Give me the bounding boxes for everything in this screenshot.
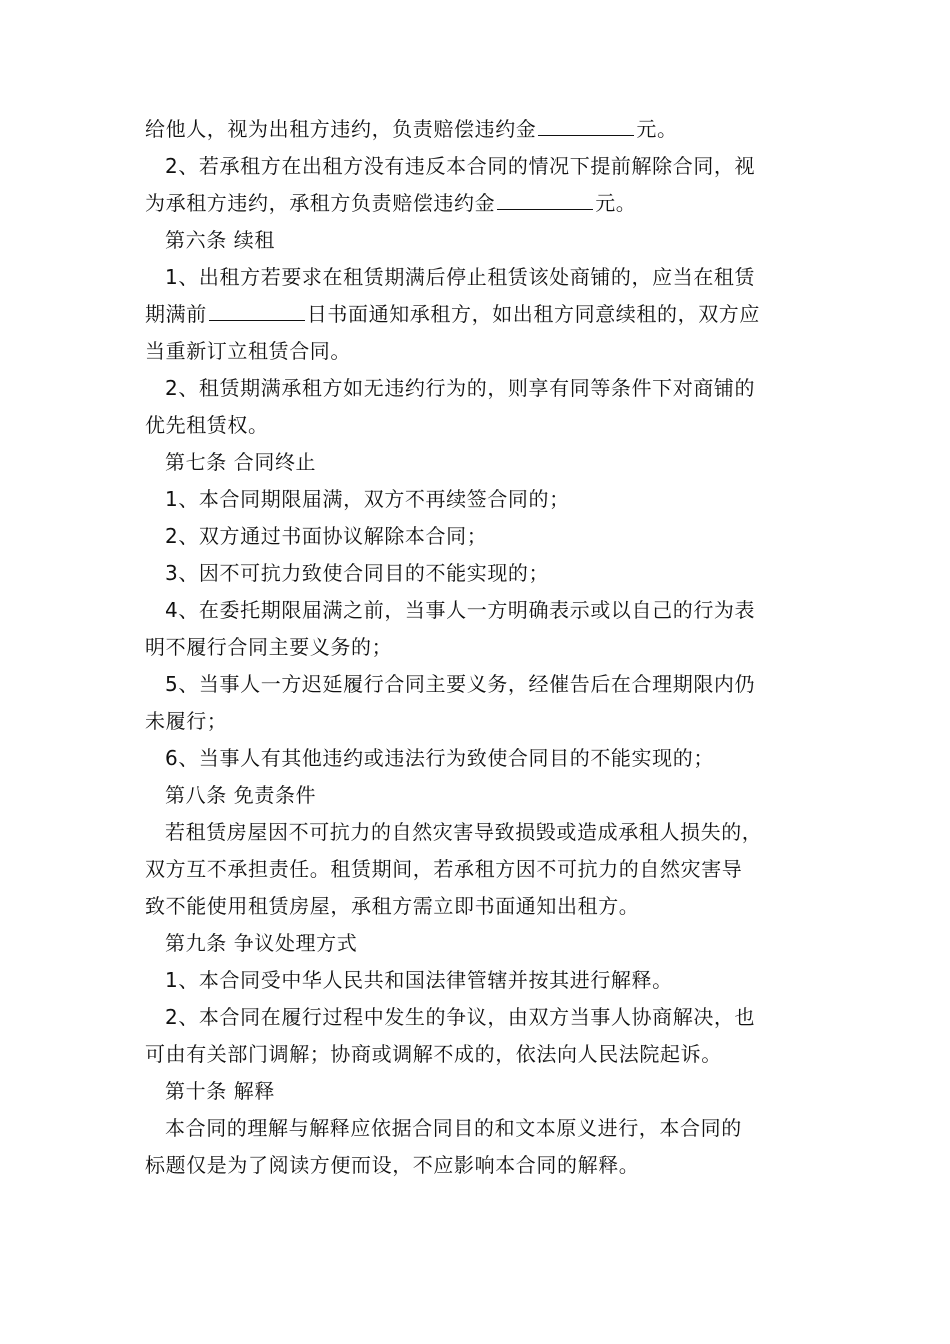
fill-blank xyxy=(538,113,634,136)
document-body xyxy=(145,111,815,1184)
text-line: 2、本合同在履行过程中发生的争议，由双方当事人协商解决，也 xyxy=(165,1005,756,1029)
text-line: 致不能使用租赁房屋，承租方需立即书面通知出租方。 xyxy=(145,894,640,918)
text-segment: 给他人，视为出租方违约，负责赔偿违约金 xyxy=(145,117,537,141)
section-heading: 第九条 争议处理方式 xyxy=(165,931,358,955)
text-line: 若租赁房屋因不可抗力的自然灾害导致损毁或造成承租人损失的， xyxy=(165,820,763,844)
text-segment: 日书面通知承租方，如出租方同意续租的，双方应 xyxy=(306,302,761,326)
text-line: 2、若承租方在出租方没有违反本合同的情况下提前解除合同，视 xyxy=(165,154,756,178)
text-line: 未履行； xyxy=(145,709,228,733)
fill-blank xyxy=(497,187,593,210)
text-line: 1、本合同期限届满，双方不再续签合同的； xyxy=(165,487,570,511)
text-line: 标题仅是为了阅读方便而设，不应影响本合同的解释。 xyxy=(145,1153,640,1177)
text-segment: 期满前 xyxy=(145,302,207,326)
section-heading: 第六条 续租 xyxy=(165,228,275,252)
fill-blank xyxy=(209,298,305,321)
text-line: 4、在委托期限届满之前，当事人一方明确表示或以自己的行为表 xyxy=(165,598,756,622)
text-segment: 为承租方违约，承租方负责赔偿违约金 xyxy=(145,191,496,215)
text-line: 2、租赁期满承租方如无违约行为的，则享有同等条件下对商铺的 xyxy=(165,376,756,400)
text-segment: 元。 xyxy=(636,117,678,141)
text-line: 5、当事人一方迟延履行合同主要义务，经催告后在合理期限内仍 xyxy=(165,672,756,696)
text-line: 双方互不承担责任。租赁期间，若承租方因不可抗力的自然灾害导 xyxy=(145,857,743,881)
text-line: 2、双方通过书面协议解除本合同； xyxy=(165,524,488,548)
text-segment: 元。 xyxy=(595,191,637,215)
text-line: 6、当事人有其他违约或违法行为致使合同目的不能实现的； xyxy=(165,746,714,770)
text-line: 当重新订立租赁合同。 xyxy=(145,339,351,363)
section-heading: 第十条 解释 xyxy=(165,1079,275,1103)
text-line xyxy=(145,296,815,333)
section-heading: 第八条 免责条件 xyxy=(165,783,317,807)
text-line: 1、出租方若要求在租赁期满后停止租赁该处商铺的，应当在租赁 xyxy=(165,265,756,289)
text-line: 可由有关部门调解；协商或调解不成的，依法向人民法院起诉。 xyxy=(145,1042,722,1066)
text-line: 明不履行合同主要义务的； xyxy=(145,635,393,659)
section-heading: 第七条 合同终止 xyxy=(165,450,317,474)
text-line xyxy=(145,185,815,222)
text-line: 3、因不可抗力致使合同目的不能实现的； xyxy=(165,561,550,585)
text-line xyxy=(145,111,815,148)
text-line: 1、本合同受中华人民共和国法律管辖并按其进行解释。 xyxy=(165,968,673,992)
text-line: 本合同的理解与解释应依据合同目的和文本原义进行，本合同的 xyxy=(165,1116,742,1140)
text-line: 优先租赁权。 xyxy=(145,413,269,437)
